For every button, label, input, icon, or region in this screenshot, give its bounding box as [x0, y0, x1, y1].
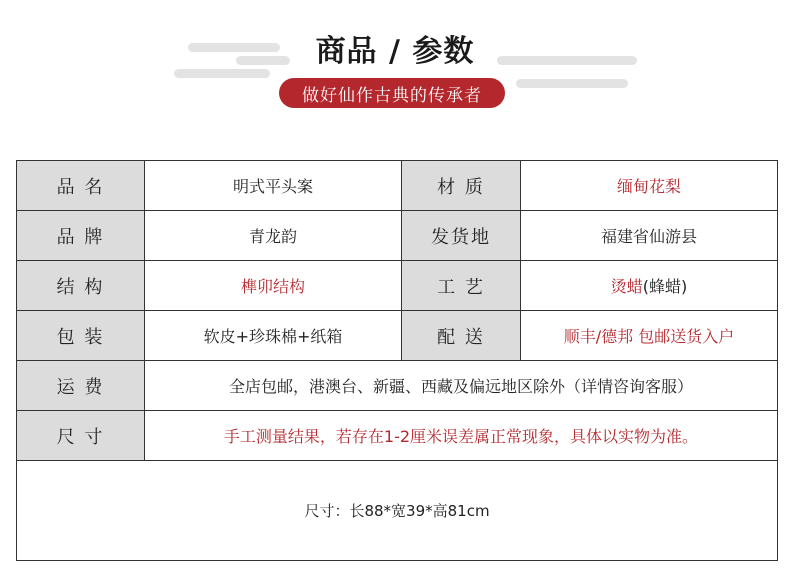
value-packaging: 软皮+珍珠棉+纸箱 [145, 311, 402, 360]
decoration-stripe [516, 79, 628, 88]
subtitle-text: 做好仙作古典的传承者 [302, 85, 482, 106]
table-row [17, 261, 777, 311]
label-shipping-fee: 运 费 [17, 361, 145, 410]
label-size: 尺 寸 [17, 411, 145, 460]
value-size-note: 手工测量结果，若存在1-2厘米误差属正常现象，具体以实物为准。 [223, 427, 699, 446]
label-material: 材 质 [402, 161, 521, 210]
page-title: 商品 / 参数 [315, 34, 475, 69]
table-row [17, 311, 777, 361]
label-brand: 品 牌 [17, 211, 145, 260]
value-ship-from: 福建省仙游县 [600, 227, 697, 246]
value-delivery: 顺丰/德邦 包邮送货入户 [563, 327, 735, 346]
label-delivery: 配 送 [402, 311, 521, 360]
label-packaging: 包 装 [17, 311, 145, 360]
label-product-name: 品 名 [17, 161, 145, 210]
table-row [17, 211, 777, 261]
value-material: 缅甸花梨 [616, 177, 681, 196]
label-structure: 结 构 [17, 261, 145, 310]
label-craft: 工 艺 [402, 261, 521, 310]
value-brand: 青龙韵 [145, 211, 402, 260]
value-product-name: 明式平头案 [145, 161, 402, 210]
dimensions-text: 尺寸：长88*宽39*高81cm [304, 502, 490, 520]
dimensions-area [17, 461, 777, 560]
label-ship-from: 发货地 [402, 211, 521, 260]
value-shipping-fee: 全店包邮，港澳台、新疆、西藏及偏远地区除外（详情咨询客服） [228, 377, 693, 396]
table-row [17, 361, 777, 411]
value-craft-note: (蜂蜡) [642, 277, 688, 296]
subtitle-badge [279, 78, 505, 108]
spec-table [16, 160, 778, 561]
decoration-stripe [174, 69, 270, 78]
table-row [17, 411, 777, 461]
table-row [17, 161, 777, 211]
value-craft-main: 烫蜡 [610, 277, 643, 296]
value-structure: 榫卯结构 [145, 261, 402, 310]
value-craft [521, 261, 777, 310]
